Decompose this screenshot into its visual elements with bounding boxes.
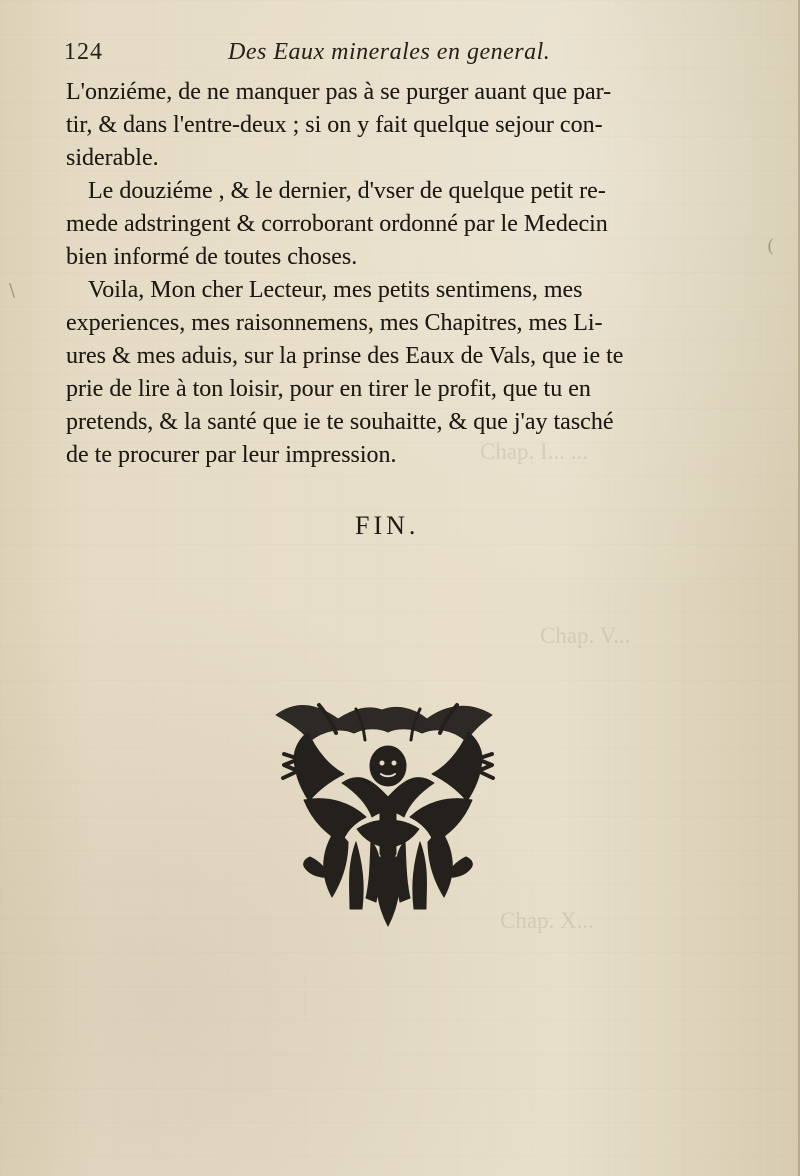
main-text <box>66 76 728 472</box>
paragraph-2 <box>66 175 728 274</box>
end-mark: FIN. <box>355 511 420 540</box>
text-line: experiences, mes raisonnemens, mes Chapitres, mes Li- <box>66 310 603 336</box>
text-line: mede adstringent & corroborant ordonné par le Medecin <box>66 211 608 237</box>
page-header <box>64 39 724 69</box>
text-line: L'onziéme, de ne manquer pas à se purger auant que par- <box>66 79 612 105</box>
text-line: tir, & dans l'entre-deux ; si on y fait quelque sejour con- <box>66 112 603 138</box>
running-title: Des Eaux minerales en general. <box>228 39 551 65</box>
tailpiece-ornament-icon <box>264 697 512 935</box>
show-through-text: Chap. X... <box>500 908 594 933</box>
margin-mark: ( <box>767 236 775 257</box>
show-through-text: Chap. V... <box>540 623 631 648</box>
paragraph-1 <box>66 76 728 175</box>
text-line: de te procurer par leur impression. <box>66 442 397 468</box>
text-line: prie de lire à ton loisir, pour en tirer le profit, que tu en <box>66 376 591 402</box>
text-line: ures & mes aduis, sur la prinse des Eaux de Vals, que ie te <box>66 343 624 369</box>
show-through-text: Chap. I... ... <box>480 439 588 464</box>
text-line: siderable. <box>66 145 159 171</box>
page-number: 124 <box>64 39 103 65</box>
text-line: Voila, Mon cher Lecteur, mes petits sentimens, mes <box>88 277 583 303</box>
margin-mark: \ <box>9 280 16 301</box>
paragraph-3 <box>66 274 728 472</box>
text-line: Le douziéme , & le dernier, d'vser de quelque petit re- <box>88 178 606 204</box>
text-line: bien informé de toutes choses. <box>66 244 358 270</box>
text-line: pretends, & la santé que ie te souhaitte, & que j'ay tasché <box>66 409 614 435</box>
